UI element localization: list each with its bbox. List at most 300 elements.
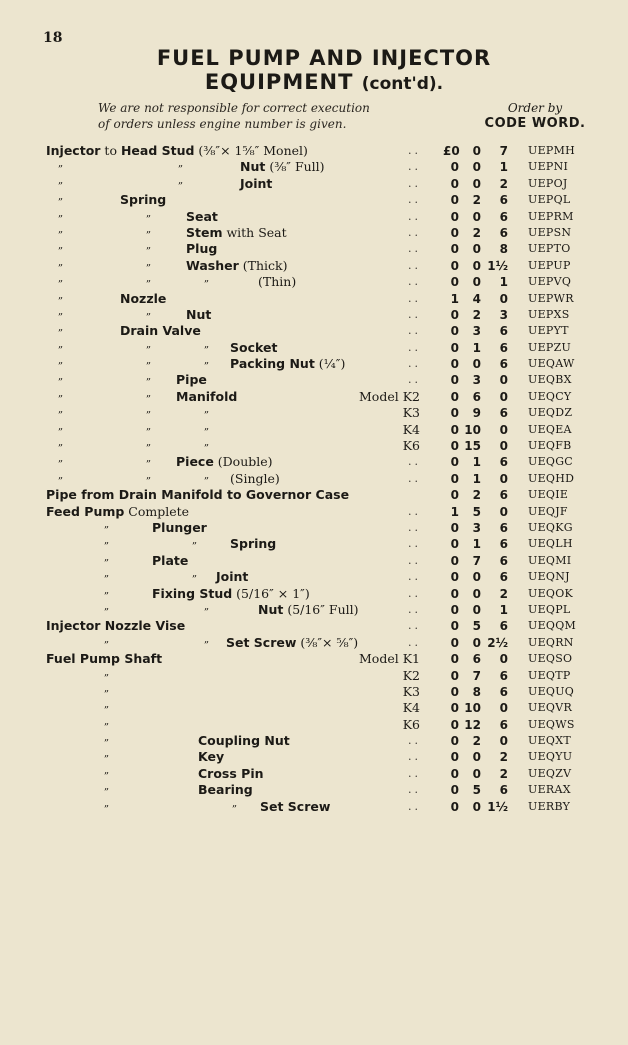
code-word: UEQIE: [528, 488, 569, 502]
table-row: [0, 454, 628, 470]
price-shillings: 7: [472, 668, 481, 683]
item-description: Key: [198, 749, 225, 765]
ditto-mark: „: [58, 371, 64, 383]
price-pence: 0: [499, 652, 508, 667]
item-description: Joint: [240, 175, 273, 191]
leader-dots: ..: [408, 799, 421, 813]
model-label: K6: [402, 438, 420, 454]
ditto-mark: „: [178, 174, 184, 186]
leader-dots: ..: [408, 750, 421, 764]
price-shillings: 3: [472, 373, 481, 388]
price-pence: 6: [499, 324, 508, 339]
ditto-mark: „: [58, 273, 64, 285]
price-pence: 0: [499, 389, 508, 404]
ditto-mark: „: [58, 338, 64, 350]
price-pence: 0: [499, 439, 508, 454]
item-description: Manifold: [176, 388, 238, 404]
price-shillings: 6: [472, 389, 481, 404]
price-shillings: 3: [472, 520, 481, 535]
ditto-mark: „: [104, 781, 110, 793]
price-pounds: 0: [450, 275, 459, 290]
price-pence: 0: [499, 471, 508, 486]
ditto-mark: „: [146, 469, 152, 481]
price-pence: 0: [499, 504, 508, 519]
ditto-mark: „: [58, 207, 64, 219]
leader-dots: ..: [408, 160, 421, 174]
price-shillings: 5: [472, 504, 481, 519]
ditto-mark: „: [232, 797, 238, 809]
item-description: Nut: [186, 306, 212, 322]
leader-dots: ..: [408, 635, 421, 649]
price-shillings: 3: [472, 324, 481, 339]
price-pounds: 0: [450, 537, 459, 552]
price-shillings: 1: [472, 455, 481, 470]
price-pounds: 0: [450, 340, 459, 355]
item-description: Socket: [230, 339, 278, 355]
order-note-line2: of orders unless engine number is given.: [98, 117, 347, 131]
ditto-mark: „: [58, 387, 64, 399]
ditto-mark: „: [204, 273, 210, 285]
price-pence: 0: [499, 291, 508, 306]
code-word: UEQXT: [528, 734, 571, 748]
price-pence: 1: [499, 602, 508, 617]
price-pounds: 0: [450, 701, 459, 716]
ditto-mark: „: [204, 633, 210, 645]
table-row: [0, 258, 628, 274]
price-pounds: 0: [450, 455, 459, 470]
code-word: UEPUP: [528, 258, 571, 272]
code-word: UEPVQ: [528, 275, 572, 289]
item-description: Pipe from Drain Manifold to Governor Case: [46, 487, 350, 503]
table-row: [0, 487, 628, 503]
page-title: FUEL PUMP AND INJECTOR: [156, 46, 492, 70]
model-label: K3: [402, 405, 420, 421]
price-pounds: 0: [450, 225, 459, 240]
leader-dots: ..: [408, 144, 421, 157]
table-row: [0, 241, 628, 257]
page-title-line2: [10, 71, 628, 96]
price-pence: 0: [499, 422, 508, 437]
price-pence: 1: [499, 275, 508, 290]
price-pence: 6: [499, 520, 508, 535]
table-row: [0, 422, 628, 438]
price-pounds: 0: [450, 652, 459, 667]
price-pounds: 0: [450, 602, 459, 617]
item-description: Nut (5/16″ Full): [258, 601, 359, 617]
ditto-mark: „: [104, 715, 110, 727]
price-shillings: 0: [472, 357, 481, 372]
item-description: Spring: [120, 192, 167, 208]
leader-dots: ..: [408, 193, 421, 207]
price-shillings: 12: [464, 717, 481, 732]
item-description: Washer (Thick): [186, 257, 288, 273]
price-pence: 7: [499, 144, 508, 158]
ditto-mark: „: [58, 322, 64, 334]
price-pence: 6: [499, 668, 508, 683]
ditto-mark: „: [146, 387, 152, 399]
ditto-mark: „: [58, 437, 64, 449]
price-pence: 6: [499, 619, 508, 634]
leader-dots: ..: [408, 275, 421, 289]
code-word: UEQFB: [528, 439, 572, 453]
price-shillings: 0: [472, 602, 481, 617]
ditto-mark: „: [178, 158, 184, 170]
ditto-mark: „: [58, 158, 64, 170]
table-row: [0, 553, 628, 569]
item-description: Seat: [186, 208, 218, 224]
table-row: [0, 602, 628, 618]
ditto-mark: „: [104, 682, 110, 694]
table-row: [0, 651, 628, 667]
table-row: [0, 766, 628, 782]
ditto-mark: „: [104, 748, 110, 760]
ditto-mark: „: [58, 305, 64, 317]
price-pounds: 0: [450, 193, 459, 208]
order-by-label: Order by: [507, 101, 563, 115]
ditto-mark: „: [204, 469, 210, 481]
price-pounds: 0: [450, 357, 459, 372]
code-word: UEQQM: [528, 619, 577, 633]
item-description: Plate: [152, 552, 189, 568]
price-pounds: 0: [450, 750, 459, 765]
price-pounds: 0: [450, 668, 459, 683]
price-pence: 0: [499, 734, 508, 749]
ditto-mark: „: [104, 551, 110, 563]
table-row: [0, 635, 628, 651]
table-row: [0, 504, 628, 520]
code-word: UEQLH: [528, 537, 573, 551]
price-shillings: 0: [472, 176, 481, 191]
price-pounds: 0: [450, 406, 459, 421]
item-description: Injector Nozzle Vise: [46, 618, 186, 634]
leader-dots: ..: [408, 357, 421, 371]
ditto-mark: „: [146, 420, 152, 432]
price-pounds: 0: [450, 783, 459, 798]
price-pence: 6: [499, 570, 508, 585]
table-row: [0, 717, 628, 733]
ditto-mark: „: [146, 453, 152, 465]
price-list: [0, 143, 628, 815]
price-shillings: 0: [472, 144, 481, 158]
ditto-mark: „: [58, 404, 64, 416]
ditto-mark: „: [58, 240, 64, 252]
leader-dots: ..: [408, 324, 421, 338]
code-word: UEPYT: [528, 324, 569, 338]
table-row: [0, 520, 628, 536]
price-pence: 1½: [487, 258, 508, 273]
table-row: [0, 307, 628, 323]
price-shillings: 1: [472, 471, 481, 486]
item-description: Set Screw: [260, 798, 331, 814]
price-pounds: 0: [450, 209, 459, 224]
price-pence: 6: [499, 455, 508, 470]
code-word: UEQVR: [528, 701, 573, 715]
ditto-mark: „: [204, 338, 210, 350]
code-word: UEQCY: [528, 389, 572, 403]
leader-dots: ..: [408, 602, 421, 616]
leader-dots: ..: [408, 766, 421, 780]
code-word: UERAX: [528, 783, 571, 797]
item-description: Joint: [216, 569, 249, 585]
price-pence: 6: [499, 406, 508, 421]
ditto-mark: „: [58, 289, 64, 301]
code-word: UEQUQ: [528, 684, 575, 698]
item-description: Cross Pin: [198, 765, 264, 781]
title-continued: (cont'd).: [361, 74, 444, 94]
price-pounds: 0: [450, 389, 459, 404]
leader-dots: ..: [408, 307, 421, 321]
table-row: [0, 340, 628, 356]
code-word: UEQNJ: [528, 570, 570, 584]
price-pounds: 0: [450, 799, 459, 814]
price-pence: 6: [499, 684, 508, 699]
leader-dots: ..: [408, 291, 421, 305]
price-shillings: 0: [472, 766, 481, 781]
code-word: UEQSO: [528, 652, 573, 666]
price-shillings: 0: [472, 275, 481, 290]
ditto-mark: „: [58, 469, 64, 481]
ditto-mark: „: [58, 191, 64, 203]
order-note-line1: We are not responsible for correct execution: [98, 101, 370, 115]
price-shillings: 0: [472, 570, 481, 585]
price-shillings: 5: [472, 619, 481, 634]
price-pence: 6: [499, 340, 508, 355]
ditto-mark: „: [58, 256, 64, 268]
price-pounds: 0: [450, 635, 459, 650]
item-description: Drain Valve: [120, 323, 201, 339]
table-row: [0, 405, 628, 421]
price-pounds: 0: [450, 766, 459, 781]
ditto-mark: „: [104, 764, 110, 776]
ditto-mark: „: [192, 535, 198, 547]
table-row: [0, 159, 628, 175]
table-row: [0, 782, 628, 798]
ditto-mark: „: [204, 420, 210, 432]
table-row: [0, 749, 628, 765]
table-row: [0, 799, 628, 815]
code-word: UEPWR: [528, 291, 574, 305]
ditto-mark: „: [104, 518, 110, 530]
price-pence: 3: [499, 307, 508, 322]
title-equipment: EQUIPMENT: [204, 70, 354, 94]
code-word: UEQDZ: [528, 406, 573, 420]
item-description: Feed Pump Complete: [46, 503, 190, 519]
price-pounds: 0: [450, 258, 459, 273]
price-shillings: 2: [472, 488, 481, 503]
leader-dots: ..: [408, 586, 421, 600]
ditto-mark: „: [146, 371, 152, 383]
table-row: [0, 438, 628, 454]
leader-dots: ..: [408, 537, 421, 551]
price-shillings: 2: [472, 734, 481, 749]
code-word: UEQZV: [528, 766, 572, 780]
ditto-mark: „: [104, 600, 110, 612]
leader-dots: ..: [408, 520, 421, 534]
table-row: [0, 684, 628, 700]
code-word: UEQMI: [528, 553, 572, 567]
item-description: Pipe: [176, 372, 207, 388]
leader-dots: ..: [408, 225, 421, 239]
model-label: K4: [402, 700, 420, 716]
table-row: [0, 372, 628, 388]
code-word: UEQPL: [528, 602, 571, 616]
code-word-label: CODE WORD.: [484, 116, 586, 131]
price-pence: 1½: [487, 799, 508, 814]
item-description: Packing Nut (¼″): [230, 356, 346, 372]
item-description: Plug: [186, 241, 218, 257]
leader-dots: ..: [408, 553, 421, 567]
table-row: [0, 668, 628, 684]
price-pence: 6: [499, 357, 508, 372]
table-row: [0, 291, 628, 307]
price-pounds: 0: [450, 520, 459, 535]
code-word: UEPQL: [528, 193, 571, 207]
code-word: UEQWS: [528, 717, 575, 731]
ditto-mark: „: [146, 256, 152, 268]
leader-dots: ..: [408, 570, 421, 584]
code-word: UEQYU: [528, 750, 573, 764]
code-word: UEQJF: [528, 504, 568, 518]
price-shillings: 8: [472, 684, 481, 699]
price-pence: 6: [499, 783, 508, 798]
price-pounds: 0: [450, 586, 459, 601]
leader-dots: ..: [408, 258, 421, 272]
price-shillings: 1: [472, 537, 481, 552]
ditto-mark: „: [146, 305, 152, 317]
code-word: UEPSN: [528, 225, 572, 239]
code-word: UEPZU: [528, 340, 572, 354]
item-description: Spring: [230, 536, 277, 552]
leader-dots: ..: [408, 783, 421, 797]
ditto-mark: „: [58, 453, 64, 465]
model-label: Model K1: [359, 651, 420, 667]
price-pence: 6: [499, 193, 508, 208]
price-shillings: 10: [464, 701, 481, 716]
price-pounds: 0: [450, 373, 459, 388]
price-shillings: 7: [472, 553, 481, 568]
ditto-mark: „: [204, 437, 210, 449]
table-row: [0, 733, 628, 749]
price-shillings: 0: [472, 750, 481, 765]
table-row: [0, 618, 628, 634]
item-description: Injector to Head Stud (⅜″× 1⅝″ Monel): [46, 143, 308, 158]
ditto-mark: „: [204, 355, 210, 367]
ditto-mark: „: [104, 797, 110, 809]
ditto-mark: „: [104, 535, 110, 547]
ditto-mark: „: [146, 223, 152, 235]
price-shillings: 0: [472, 635, 481, 650]
leader-dots: ..: [408, 619, 421, 633]
price-shillings: 1: [472, 340, 481, 355]
table-row: [0, 471, 628, 487]
code-word: UEPXS: [528, 307, 570, 321]
ditto-mark: „: [104, 699, 110, 711]
page-number: 18: [43, 30, 63, 46]
price-shillings: 9: [472, 406, 481, 421]
table-row: [0, 192, 628, 208]
table-row: [0, 225, 628, 241]
ditto-mark: „: [104, 732, 110, 744]
leader-dots: ..: [408, 373, 421, 387]
code-word: UEPMH: [528, 144, 576, 157]
leader-dots: ..: [408, 176, 421, 190]
price-shillings: 10: [464, 422, 481, 437]
price-pounds: 1: [450, 504, 459, 519]
price-pence: 2½: [487, 635, 508, 650]
ditto-mark: „: [58, 420, 64, 432]
code-word: UEQKG: [528, 520, 573, 534]
item-description: Coupling Nut: [198, 733, 290, 749]
code-word: UEPTO: [528, 242, 571, 256]
table-row: [0, 356, 628, 372]
ditto-mark: „: [192, 568, 198, 580]
item-description: Piece (Double): [176, 454, 273, 470]
ditto-mark: „: [58, 174, 64, 186]
ditto-mark: „: [58, 223, 64, 235]
code-word: UERBY: [528, 799, 571, 813]
price-pence: 6: [499, 225, 508, 240]
price-pence: 6: [499, 209, 508, 224]
price-shillings: 6: [472, 652, 481, 667]
price-shillings: 15: [464, 439, 481, 454]
price-pounds: 0: [450, 422, 459, 437]
price-pounds: 0: [450, 307, 459, 322]
model-label: Model K2: [359, 388, 420, 404]
leader-dots: ..: [408, 471, 421, 485]
code-word: UEQEA: [528, 422, 572, 436]
ditto-mark: „: [146, 338, 152, 350]
code-word: UEQGC: [528, 455, 574, 469]
price-pounds: 0: [450, 471, 459, 486]
price-pounds: 0: [450, 684, 459, 699]
model-label: K6: [402, 716, 420, 732]
code-word: UEPNI: [528, 160, 569, 174]
table-row: [0, 389, 628, 405]
price-shillings: 0: [472, 799, 481, 814]
table-row: [0, 209, 628, 225]
price-pence: 6: [499, 553, 508, 568]
price-pence: 2: [499, 176, 508, 191]
table-row: [0, 536, 628, 552]
order-note: [98, 100, 370, 132]
ditto-mark: „: [58, 355, 64, 367]
price-shillings: 2: [472, 193, 481, 208]
price-shillings: 0: [472, 160, 481, 175]
ditto-mark: „: [146, 404, 152, 416]
ditto-mark: „: [146, 207, 152, 219]
price-pence: 8: [499, 242, 508, 257]
item-description: Plunger: [152, 519, 207, 535]
price-pence: 0: [499, 701, 508, 716]
price-shillings: 5: [472, 783, 481, 798]
price-pounds: 0: [450, 176, 459, 191]
price-pence: 6: [499, 488, 508, 503]
leader-dots: ..: [408, 734, 421, 748]
leader-dots: ..: [408, 209, 421, 223]
price-pence: 6: [499, 537, 508, 552]
ditto-mark: „: [146, 355, 152, 367]
price-pence: 1: [499, 160, 508, 175]
item-description: (Single): [230, 470, 280, 486]
price-pounds: 0: [450, 160, 459, 175]
ditto-mark: „: [204, 404, 210, 416]
model-label: K3: [402, 683, 420, 699]
code-word: UEPRM: [528, 209, 574, 223]
item-description: Nozzle: [120, 290, 167, 306]
item-description: Bearing: [198, 782, 253, 798]
price-shillings: 0: [472, 586, 481, 601]
order-by-header: [470, 100, 600, 132]
